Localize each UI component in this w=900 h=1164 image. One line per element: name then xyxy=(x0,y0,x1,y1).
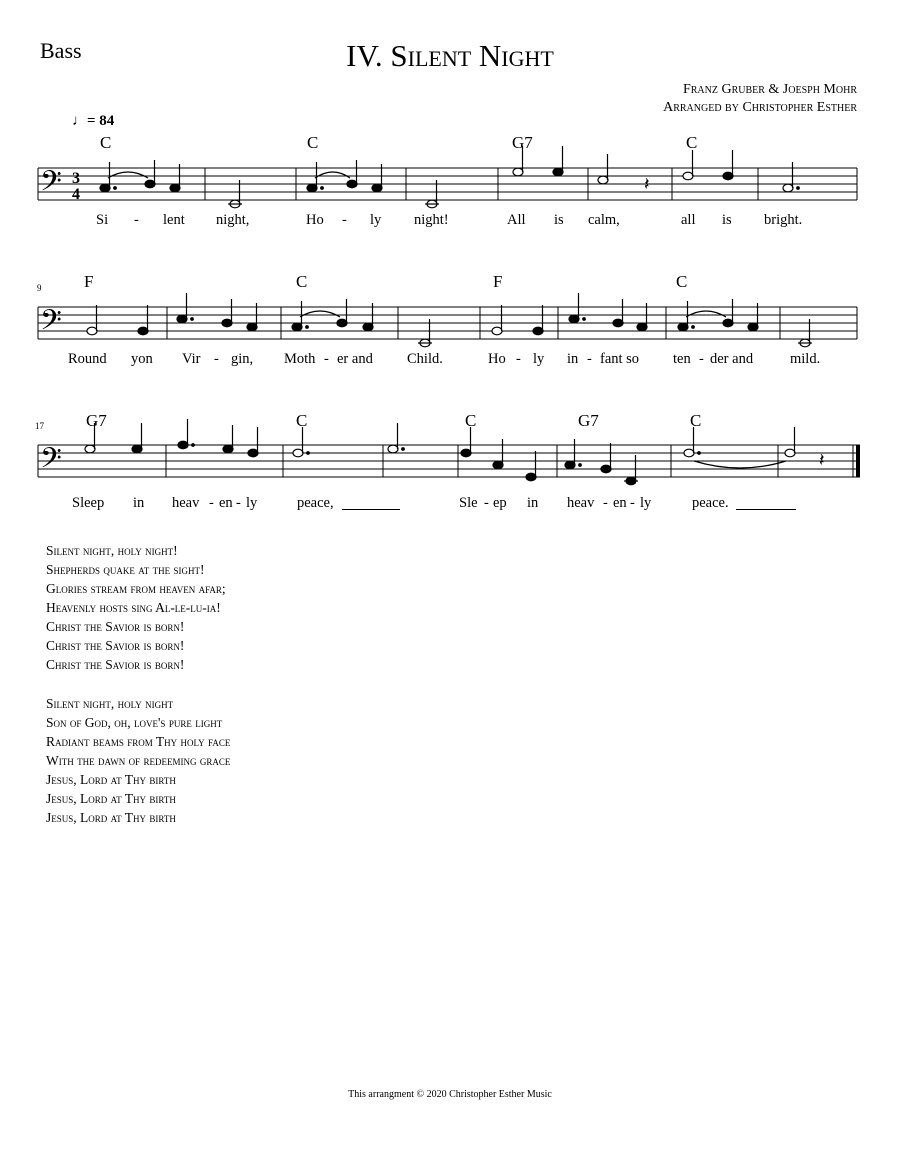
note xyxy=(145,180,155,188)
lyric-hyphen: - xyxy=(324,351,329,367)
svg-text:4: 4 xyxy=(72,186,80,203)
note xyxy=(222,319,232,327)
verse-line: Silent night, holy night xyxy=(46,696,174,711)
chord-symbol: F xyxy=(84,272,94,291)
lyric-hyphen: - xyxy=(209,495,214,511)
note xyxy=(85,445,95,453)
lyric-syllable: night, xyxy=(216,212,250,228)
note xyxy=(307,184,317,192)
tempo-marking: ♩= 84 xyxy=(72,113,115,129)
lyric-syllable: der and xyxy=(710,351,754,367)
note xyxy=(783,184,793,192)
lyric-syllable: Moth xyxy=(284,351,316,367)
lyric-syllable: fant so xyxy=(600,351,640,367)
lyric-syllable: yon xyxy=(131,351,153,367)
note xyxy=(785,449,795,457)
lyric-syllable: Si xyxy=(96,212,109,228)
note xyxy=(569,315,579,323)
bass-clef-icon: 𝄢 xyxy=(40,165,62,205)
note xyxy=(637,323,647,331)
verse-line: Jesus, Lord at Thy birth xyxy=(46,791,176,806)
chord-symbol: C xyxy=(676,272,688,291)
lyric-syllable: Sleep xyxy=(72,495,105,511)
chord-symbol: C xyxy=(307,133,319,152)
verse-line: Glories stream from heaven afar; xyxy=(46,581,226,596)
note xyxy=(723,319,733,327)
quarter-rest-icon: 𝄽 xyxy=(644,174,650,195)
verse-line: Christ the Savior is born! xyxy=(46,657,185,672)
lyric-hyphen: - xyxy=(236,495,241,511)
note xyxy=(748,323,758,331)
note xyxy=(347,180,357,188)
chord-symbol: C xyxy=(686,133,698,152)
lyric-extender xyxy=(342,509,400,510)
lyric-syllable: Sle xyxy=(459,495,478,511)
lyric-syllable: Ho xyxy=(306,212,324,228)
lyric-syllable: All xyxy=(507,212,526,228)
lyric-syllable: ep xyxy=(493,495,507,511)
lyric-syllable: in xyxy=(567,351,579,367)
note xyxy=(526,473,536,481)
verse-line: Jesus, Lord at Thy birth xyxy=(46,772,176,787)
bass-clef-icon: 𝄢 xyxy=(40,442,62,482)
verse-line: Radiant beams from Thy holy face xyxy=(46,734,231,749)
lyric-syllable: heav xyxy=(567,495,595,511)
page-title: IV. Silent Night xyxy=(346,38,554,73)
lyric-hyphen: - xyxy=(587,351,592,367)
verse-line: Christ the Savior is born! xyxy=(46,638,185,653)
lyric-syllable: Vir xyxy=(182,351,201,367)
note xyxy=(247,323,257,331)
note xyxy=(100,184,110,192)
lyric-hyphen: - xyxy=(630,495,635,511)
note xyxy=(363,323,373,331)
lyric-syllable: heav xyxy=(172,495,200,511)
lyric-syllable: in xyxy=(527,495,539,511)
lyric-hyphen: - xyxy=(484,495,489,511)
lyric-extender xyxy=(736,509,796,510)
staff-system-2 xyxy=(0,299,900,349)
note xyxy=(388,445,398,453)
composer-credit: Franz Gruber & Joesph Mohr xyxy=(682,82,857,97)
note xyxy=(178,441,188,449)
note xyxy=(248,449,258,457)
lyric-syllable: mild. xyxy=(790,351,821,367)
note xyxy=(223,445,233,453)
note xyxy=(293,449,303,457)
note xyxy=(613,319,623,327)
lyric-hyphen: - xyxy=(516,351,521,367)
measure-number: 9 xyxy=(37,283,42,293)
lyric-syllable: bright. xyxy=(764,212,803,228)
verse-1 xyxy=(46,541,226,674)
note xyxy=(372,184,382,192)
lyric-syllable: ly xyxy=(640,495,652,511)
lyric-syllable: all xyxy=(681,212,696,228)
lyric-syllable: ten xyxy=(673,351,691,367)
lyric-syllable: er and xyxy=(337,351,373,367)
chord-symbol: F xyxy=(493,272,503,291)
note xyxy=(492,327,502,335)
chord-symbol: G7 xyxy=(512,133,533,152)
arranger-credit: Arranged by Christopher Esther xyxy=(663,100,857,115)
lyric-syllable: peace. xyxy=(692,495,729,511)
chord-symbol: C xyxy=(465,411,477,430)
chord-symbol: C xyxy=(100,133,112,152)
bass-clef-icon: 𝄢 xyxy=(40,304,62,344)
chord-symbol: C xyxy=(296,272,308,291)
measure-number: 17 xyxy=(35,421,44,431)
time-signature: 3 xyxy=(72,170,80,187)
lyric-syllable: calm, xyxy=(588,212,620,228)
lyric-hyphen: - xyxy=(134,212,139,228)
note xyxy=(723,172,733,180)
part-name: Bass xyxy=(40,38,82,63)
note xyxy=(170,184,180,192)
lyric-syllable: is xyxy=(554,212,564,228)
note xyxy=(683,172,693,180)
note xyxy=(513,168,523,176)
chord-symbol: C xyxy=(296,411,308,430)
note xyxy=(292,323,302,331)
lyric-syllable: ly xyxy=(246,495,258,511)
note xyxy=(598,176,608,184)
lyric-syllable: gin, xyxy=(231,351,254,367)
lyric-hyphen: - xyxy=(214,351,219,367)
verse-line: Son of God, oh, love's pure light xyxy=(46,715,223,730)
lyric-syllable: Round xyxy=(68,351,107,367)
lyric-syllable: ly xyxy=(533,351,545,367)
staff-system-1 xyxy=(0,160,900,210)
verse-line: Jesus, Lord at Thy birth xyxy=(46,810,176,825)
lyric-syllable: en xyxy=(219,495,233,511)
chord-symbol: G7 xyxy=(578,411,599,430)
lyric-syllable: ly xyxy=(370,212,382,228)
verse-line: Shepherds quake at the sight! xyxy=(46,562,205,577)
lyric-syllable: lent xyxy=(163,212,185,228)
lyric-hyphen: - xyxy=(699,351,704,367)
note xyxy=(533,327,543,335)
lyric-syllable: night! xyxy=(414,212,449,228)
note xyxy=(678,323,688,331)
lyric-hyphen: - xyxy=(342,212,347,228)
lyric-syllable: Child. xyxy=(407,351,443,367)
verse-line: Christ the Savior is born! xyxy=(46,619,185,634)
lyric-hyphen: - xyxy=(603,495,608,511)
verse-line: Silent night, holy night! xyxy=(46,543,178,558)
note xyxy=(461,449,471,457)
note xyxy=(684,449,694,457)
lyric-syllable: en xyxy=(613,495,627,511)
copyright-footer: This arrangment © 2020 Christopher Esther Music xyxy=(348,1089,552,1100)
final-barline xyxy=(856,445,860,477)
verse-2 xyxy=(46,694,230,827)
chord-symbol: C xyxy=(690,411,702,430)
note xyxy=(565,461,575,469)
lyric-syllable: is xyxy=(722,212,732,228)
verse-line: Heavenly hosts sing Al-le-lu-ia! xyxy=(46,600,221,615)
note xyxy=(493,461,503,469)
note xyxy=(177,315,187,323)
note xyxy=(87,327,97,335)
lyric-syllable: in xyxy=(133,495,145,511)
staff-system-3 xyxy=(0,437,900,487)
lyric-syllable: Ho xyxy=(488,351,506,367)
chord-symbol: G7 xyxy=(86,411,107,430)
lyric-syllable: peace, xyxy=(297,495,334,511)
note xyxy=(138,327,148,335)
note xyxy=(337,319,347,327)
verse-line: With the dawn of redeeming grace xyxy=(46,753,231,768)
note xyxy=(553,168,563,176)
note xyxy=(132,445,142,453)
note xyxy=(601,465,611,473)
quarter-rest-icon: 𝄽 xyxy=(819,450,825,471)
